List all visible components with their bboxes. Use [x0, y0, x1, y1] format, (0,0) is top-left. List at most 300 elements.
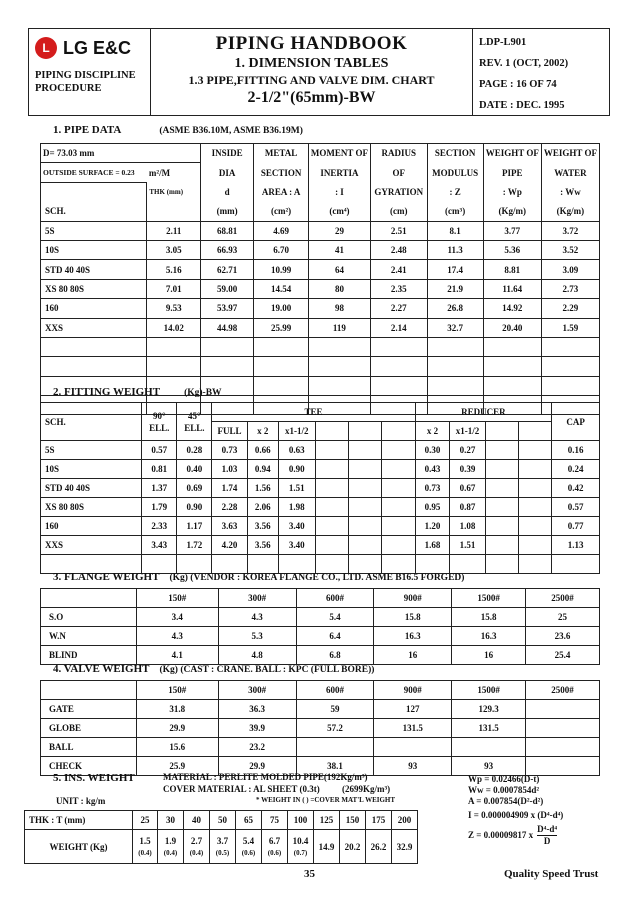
table-cell: [201, 357, 254, 376]
table-cell: [349, 441, 382, 460]
table-cell: 1.51: [450, 536, 485, 555]
table-cell: 0.24: [552, 460, 600, 479]
table-cell: [483, 337, 541, 356]
reducer-subheader: x 2: [415, 422, 450, 441]
pipe-data-row: [41, 240, 600, 259]
table-cell: 2.33: [142, 517, 177, 536]
pipe-col-header: WATER: [541, 163, 599, 182]
table-cell: 0.16: [552, 441, 600, 460]
ins-weight: 26.2: [370, 841, 387, 852]
weight-value: [366, 830, 392, 864]
table-cell: [541, 357, 599, 376]
table-cell: [41, 337, 147, 356]
table-cell: 17.4: [427, 260, 483, 279]
pipe-col-header: OF: [370, 163, 427, 182]
tee-subheader: x1-1/2: [278, 422, 315, 441]
pipe-col-header: GYRATION: [370, 182, 427, 201]
pipe-header-row: [41, 163, 600, 182]
table-cell: 53.97: [201, 299, 254, 318]
table-cell: 3.4: [136, 608, 218, 627]
tee-subheader: [349, 422, 382, 441]
class-header: 2500#: [526, 681, 600, 700]
table-cell: 0.90: [177, 498, 212, 517]
table-cell: [382, 517, 415, 536]
tee-subheader: [382, 422, 415, 441]
pipe-data-row: [41, 318, 600, 337]
table-cell: 5S: [41, 221, 147, 240]
fitting-header-row: [41, 403, 600, 422]
table-cell: 0.73: [415, 479, 450, 498]
table-cell: [370, 376, 427, 395]
table-cell: XS 80 80S: [41, 498, 142, 517]
class-header: 300#: [218, 589, 296, 608]
table-cell: 2.28: [212, 498, 247, 517]
table-cell: 25.9: [136, 757, 218, 776]
pipe-data-row: [41, 279, 600, 298]
table-cell: 29.9: [218, 757, 296, 776]
reducer-subheader: [485, 422, 518, 441]
table-cell: 0.73: [212, 441, 247, 460]
class-header: 1500#: [452, 589, 526, 608]
table-cell: BLIND: [41, 646, 137, 665]
ins-weight: 2.7: [190, 835, 203, 846]
table-cell: [382, 536, 415, 555]
table-cell: 4.1: [136, 646, 218, 665]
table-cell: 131.5: [374, 719, 452, 738]
fitting-data-row: [41, 498, 600, 517]
table-cell: [349, 479, 382, 498]
pipe-data-row: [41, 337, 600, 356]
pipe-data-row: [41, 299, 600, 318]
table-cell: 0.87: [450, 498, 485, 517]
thk-value: 175: [366, 811, 392, 830]
table-cell: 80: [308, 279, 370, 298]
pipe-data-row: [41, 357, 600, 376]
revision: REV. 1 (OCT, 2002): [479, 58, 569, 69]
table-cell: 6.8: [296, 646, 374, 665]
formulas: [468, 774, 563, 847]
thk-value: 25: [133, 811, 158, 830]
pipe-col-header: WEIGHT OF: [541, 144, 599, 163]
reducer-header: REDUCER: [415, 403, 552, 422]
table-cell: [296, 738, 374, 757]
table-cell: 0.57: [142, 441, 177, 460]
valve-data-row: [41, 700, 600, 719]
table-cell: 3.63: [212, 517, 247, 536]
table-cell: [427, 357, 483, 376]
table-cell: 10.99: [254, 260, 309, 279]
ell45-header: 45° ELL.: [177, 403, 212, 441]
table-cell: [483, 357, 541, 376]
pipe-col-header: SECTION: [427, 144, 483, 163]
ell90-header: 90° ELL.: [142, 403, 177, 441]
table-cell: 5.4: [296, 608, 374, 627]
table-cell: 4.20: [212, 536, 247, 555]
flange-data-row: [41, 646, 600, 665]
table-cell: [526, 719, 600, 738]
table-cell: 62.71: [201, 260, 254, 279]
flange-data-row: [41, 608, 600, 627]
table-cell: [201, 337, 254, 356]
valve-weight-table: [40, 680, 600, 776]
table-cell: 8.1: [427, 221, 483, 240]
table-cell: 9.53: [147, 299, 201, 318]
table-cell: [382, 479, 415, 498]
doc-date: DATE : DEC. 1995: [479, 100, 565, 111]
table-cell: 2.29: [541, 299, 599, 318]
table-cell: 131.5: [452, 719, 526, 738]
reducer-subheader: x1-1/2: [450, 422, 485, 441]
table-cell: 0.30: [415, 441, 450, 460]
table-cell: 23.2: [218, 738, 296, 757]
table-cell: 2.27: [370, 299, 427, 318]
thk-value: 125: [314, 811, 340, 830]
ins-weight-note: * WEIGHT IN ( ) =COVER MAT'L WEIGHT: [256, 796, 396, 804]
table-cell: 19.00: [254, 299, 309, 318]
valve-weight-title: 4. VALVE WEIGHT (Kg) (CAST : CRANE. BALL : KPC (FULL BORE)): [53, 663, 375, 675]
flange-weight-table: [40, 588, 600, 665]
table-cell: 25.4: [526, 646, 600, 665]
sch-header: SCH.: [41, 403, 142, 441]
table-cell: 23.6: [526, 627, 600, 646]
thk-value: 75: [262, 811, 288, 830]
sch-header: SCH.: [41, 202, 147, 221]
table-cell: 3.52: [541, 240, 599, 259]
cover-weight: (0.6): [241, 848, 256, 857]
table-cell: [370, 337, 427, 356]
table-cell: 3.40: [278, 536, 315, 555]
ins-weight: 1.9: [164, 835, 177, 846]
fitting-weight-title: 2. FITTING WEIGHT (Kg)-BW: [53, 386, 222, 398]
class-header: 600#: [296, 681, 374, 700]
handbook-subtitle: 1. DIMENSION TABLES: [234, 56, 389, 71]
table-cell: [147, 357, 201, 376]
table-cell: 0.39: [450, 460, 485, 479]
table-cell: 29.9: [136, 719, 218, 738]
pipe-col-header: METAL: [254, 144, 309, 163]
thk-value: 200: [392, 811, 418, 830]
table-cell: 1.13: [552, 536, 600, 555]
pipe-col-header: (cm⁴): [308, 202, 370, 221]
table-cell: 3.56: [247, 517, 278, 536]
ins-weight: 20.2: [344, 841, 361, 852]
weight-value: [262, 830, 288, 864]
table-cell: 0.95: [415, 498, 450, 517]
header-meta-block: [473, 29, 609, 115]
flange-data-row: [41, 627, 600, 646]
header-logo-block: [29, 29, 151, 115]
table-cell: 1.03: [212, 460, 247, 479]
table-cell: 8.81: [483, 260, 541, 279]
table-cell: [427, 337, 483, 356]
tee-subheader: x 2: [247, 422, 278, 441]
pipe-col-header: d: [201, 182, 254, 201]
table-cell: 4.8: [218, 646, 296, 665]
weight-value: [340, 830, 366, 864]
table-cell: 2.48: [370, 240, 427, 259]
table-cell: [518, 441, 551, 460]
table-cell: XXS: [41, 318, 147, 337]
table-cell: 1.56: [247, 479, 278, 498]
table-cell: [315, 536, 348, 555]
weight-value: [184, 830, 210, 864]
table-cell: [427, 376, 483, 395]
fitting-data-row: [41, 441, 600, 460]
table-cell: [41, 182, 147, 201]
table-cell: XS 80 80S: [41, 279, 147, 298]
table-cell: [485, 555, 518, 574]
pipe-col-header: (Kg/m): [541, 202, 599, 221]
class-header: 600#: [296, 589, 374, 608]
table-cell: 160: [41, 299, 147, 318]
cap-header: CAP: [552, 403, 600, 441]
class-header: 150#: [136, 589, 218, 608]
fitting-data-row: [41, 536, 600, 555]
table-cell: 0.66: [247, 441, 278, 460]
table-cell: 15.8: [452, 608, 526, 627]
table-cell: [41, 589, 137, 608]
table-cell: 7.01: [147, 279, 201, 298]
table-cell: 4.3: [136, 627, 218, 646]
table-cell: 127: [374, 700, 452, 719]
table-cell: [518, 498, 551, 517]
pipe-col-header: (Kg/m): [483, 202, 541, 221]
thk-header: THK (mm): [147, 182, 201, 201]
table-cell: GATE: [41, 700, 137, 719]
table-cell: [308, 376, 370, 395]
weight-value: [314, 830, 340, 864]
table-cell: STD 40 40S: [41, 479, 142, 498]
weight-label: WEIGHT (Kg): [25, 830, 133, 864]
table-cell: 2.51: [370, 221, 427, 240]
pipe-col-header: (cm): [370, 202, 427, 221]
table-cell: [518, 536, 551, 555]
table-cell: [526, 700, 600, 719]
table-cell: [315, 479, 348, 498]
table-cell: 1.79: [142, 498, 177, 517]
table-cell: [518, 479, 551, 498]
table-cell: [382, 498, 415, 517]
table-cell: [485, 498, 518, 517]
pipe-col-header: (cm²): [254, 202, 309, 221]
table-cell: S.O: [41, 608, 137, 627]
page-info: PAGE : 16 OF 74: [479, 79, 557, 90]
table-cell: 1.20: [415, 517, 450, 536]
table-cell: 0.77: [552, 517, 600, 536]
pipe-data-title: 1. PIPE DATA (ASME B36.10M, ASME B36.19M): [53, 124, 303, 136]
class-header: 300#: [218, 681, 296, 700]
ins-weight: 1.5: [139, 835, 151, 846]
fitting-data-row: [41, 479, 600, 498]
reducer-subheader: [518, 422, 551, 441]
ins-weight-title: 5. INS. WEIGHT: [53, 772, 135, 784]
discipline-label: PIPING DISCIPLINE PROCEDURE: [35, 70, 136, 94]
table-cell: [483, 376, 541, 395]
table-cell: 29: [308, 221, 370, 240]
table-cell: 25.99: [254, 318, 309, 337]
table-cell: 3.40: [278, 517, 315, 536]
thk-value: 100: [288, 811, 314, 830]
table-cell: 59: [296, 700, 374, 719]
formula-wp: Wp = 0.02466(D-t): [468, 774, 540, 784]
table-cell: [349, 536, 382, 555]
table-cell: 3.05: [147, 240, 201, 259]
table-cell: [518, 460, 551, 479]
table-cell: 2.14: [370, 318, 427, 337]
table-cell: 98: [308, 299, 370, 318]
table-cell: STD 40 40S: [41, 260, 147, 279]
table-cell: 15.8: [374, 608, 452, 627]
table-cell: CHECK: [41, 757, 137, 776]
cover-weight: (0.6): [267, 848, 282, 857]
table-cell: 20.40: [483, 318, 541, 337]
table-cell: 0.27: [450, 441, 485, 460]
table-cell: [41, 681, 137, 700]
table-cell: [541, 376, 599, 395]
table-cell: 11.3: [427, 240, 483, 259]
header-title-block: [151, 29, 473, 115]
pipe-col-header: SECTION: [254, 163, 309, 182]
table-cell: 59.00: [201, 279, 254, 298]
table-cell: 25: [526, 608, 600, 627]
class-header: 2500#: [526, 589, 600, 608]
pipe-col-header: INERTIA: [308, 163, 370, 182]
table-cell: [308, 357, 370, 376]
ins-weight: 3.7: [216, 835, 229, 846]
ins-weight-table: [24, 810, 418, 864]
table-cell: 44.98: [201, 318, 254, 337]
table-cell: 5.3: [218, 627, 296, 646]
table-cell: 0.67: [450, 479, 485, 498]
table-cell: [382, 441, 415, 460]
table-cell: 129.3: [452, 700, 526, 719]
thk-value: 150: [340, 811, 366, 830]
table-cell: 1.51: [278, 479, 315, 498]
pipe-header-row: [41, 144, 600, 163]
table-cell: 3.09: [541, 260, 599, 279]
table-cell: [315, 498, 348, 517]
logo-text: LG E&C: [63, 37, 132, 58]
page-number: 35: [304, 868, 315, 880]
handbook-title: PIPING HANDBOOK: [215, 33, 408, 54]
table-cell: 16.3: [374, 627, 452, 646]
table-cell: 0.63: [278, 441, 315, 460]
table-cell: [308, 337, 370, 356]
ins-cover: COVER MATERIAL : AL SHEET (0.3t) (2699Kg/m³): [163, 784, 391, 794]
table-cell: 1.98: [278, 498, 315, 517]
table-cell: 2.41: [370, 260, 427, 279]
table-cell: 160: [41, 517, 142, 536]
table-cell: 66.93: [201, 240, 254, 259]
table-cell: 4.3: [218, 608, 296, 627]
table-cell: [315, 441, 348, 460]
thk-value: 65: [236, 811, 262, 830]
table-cell: [485, 536, 518, 555]
chart-title: 1.3 PIPE,FITTING AND VALVE DIM. CHART: [188, 73, 435, 87]
pipe-col-header: : Ww: [541, 182, 599, 201]
flange-header-row: [41, 589, 600, 608]
table-cell: 14.02: [147, 318, 201, 337]
pipe-col-header: DIA: [201, 163, 254, 182]
table-cell: 3.77: [483, 221, 541, 240]
table-cell: [452, 738, 526, 757]
table-cell: [552, 555, 600, 574]
weight-value: [210, 830, 236, 864]
table-cell: 15.6: [136, 738, 218, 757]
valve-data-row: [41, 738, 600, 757]
pipe-data-row: [41, 260, 600, 279]
lg-logo-icon: L: [35, 37, 57, 59]
table-cell: [541, 337, 599, 356]
table-cell: 1.74: [212, 479, 247, 498]
surface-unit: m²/M: [147, 163, 201, 182]
document-header: [28, 28, 610, 116]
table-cell: [254, 357, 309, 376]
table-cell: 1.08: [450, 517, 485, 536]
class-header: 900#: [374, 589, 452, 608]
pipe-header-row: [41, 182, 600, 201]
table-cell: [349, 498, 382, 517]
valve-data-row: [41, 719, 600, 738]
outside-diameter: D= 73.03 mm: [41, 144, 201, 163]
table-cell: [254, 376, 309, 395]
pipe-col-header: : Wp: [483, 182, 541, 201]
ins-thk-row: [25, 811, 418, 830]
table-cell: 0.81: [142, 460, 177, 479]
table-cell: 0.43: [415, 460, 450, 479]
table-cell: 10S: [41, 240, 147, 259]
table-cell: 0.28: [177, 441, 212, 460]
table-cell: 68.81: [201, 221, 254, 240]
table-cell: [485, 441, 518, 460]
table-cell: 26.8: [427, 299, 483, 318]
table-cell: 16: [374, 646, 452, 665]
table-cell: 4.69: [254, 221, 309, 240]
table-cell: 119: [308, 318, 370, 337]
doc-number: LDP-L901: [479, 37, 527, 48]
table-cell: [526, 738, 600, 757]
table-cell: 2.06: [247, 498, 278, 517]
table-cell: 0.90: [278, 460, 315, 479]
pipe-col-header: INSIDE: [201, 144, 254, 163]
formula-i: I = 0.000004909 x (D⁴-d⁴): [468, 810, 564, 820]
ins-weight: 10.4: [292, 835, 309, 846]
table-cell: 6.4: [296, 627, 374, 646]
pipe-col-header: RADIUS: [370, 144, 427, 163]
thk-label: THK : T (mm): [25, 811, 133, 830]
formula-z: Z = 0.00009817 x D⁴-d⁴ D: [468, 824, 558, 846]
table-cell: [349, 517, 382, 536]
pipe-col-header: MOMENT OF: [308, 144, 370, 163]
logo: [35, 37, 146, 59]
valve-header-row: [41, 681, 600, 700]
formula-a: A = 0.007854(D²-d²): [468, 796, 544, 806]
weight-value: [133, 830, 158, 864]
table-cell: [526, 757, 600, 776]
tee-subheader: [315, 422, 348, 441]
table-cell: 0.42: [552, 479, 600, 498]
table-cell: 21.9: [427, 279, 483, 298]
weight-value: [158, 830, 184, 864]
cover-weight: (0.7): [293, 848, 308, 857]
fitting-data-row: [41, 517, 600, 536]
table-cell: 16.3: [452, 627, 526, 646]
cover-weight: (0.4): [138, 848, 152, 857]
ins-weight: 6.7: [268, 835, 281, 846]
ins-unit: UNIT : kg/m: [56, 796, 106, 806]
ins-weight-row: [25, 830, 418, 864]
cover-weight: (0.4): [189, 848, 204, 857]
